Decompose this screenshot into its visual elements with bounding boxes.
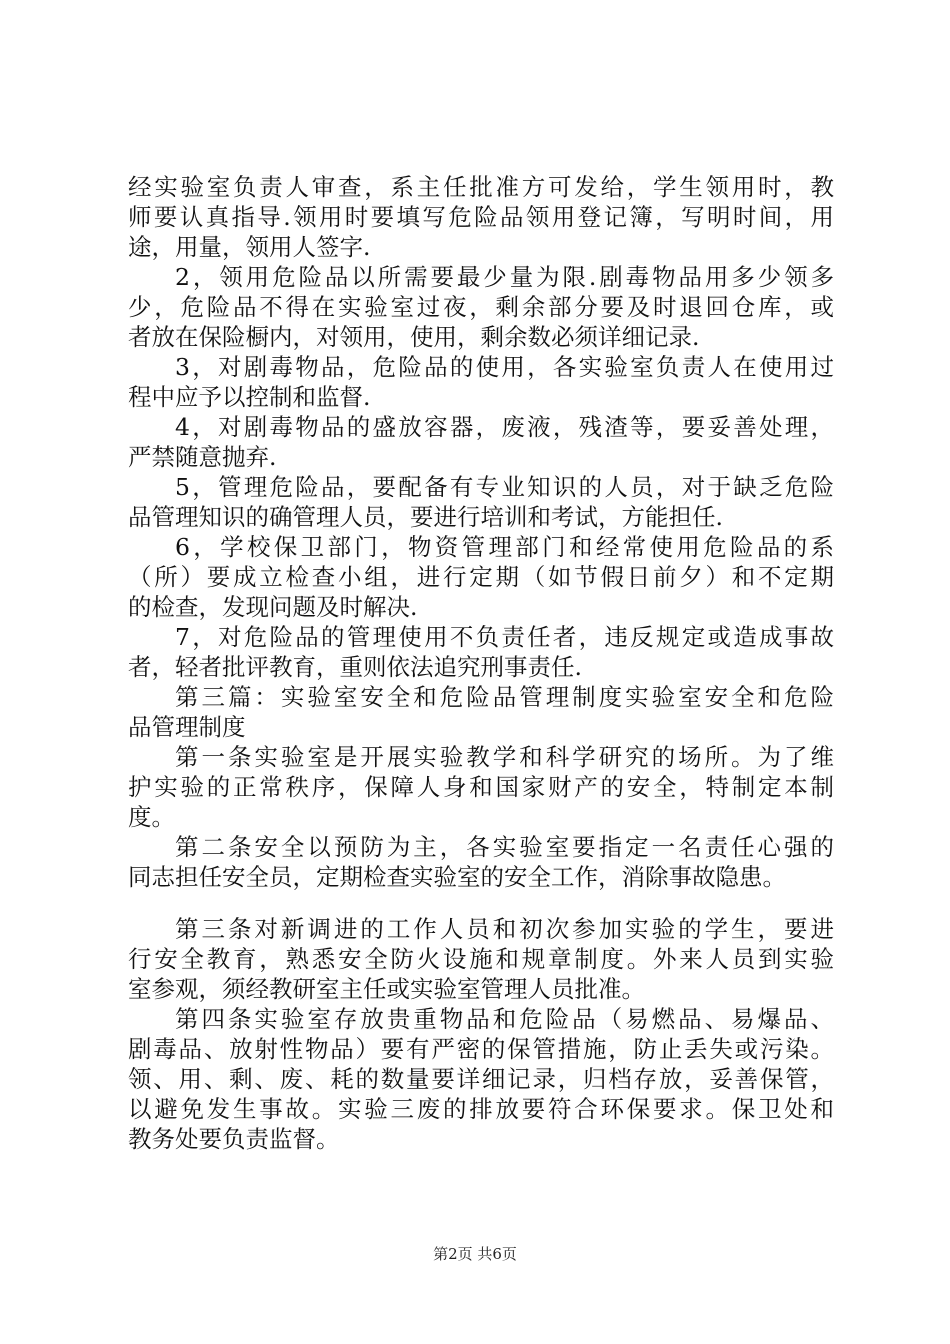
text-line: 师要认真指导.领用时要填写危险品领用登记簿，写明时间，用 [128,203,834,231]
text-line: 7，对危险品的管理使用不负责任者，违反规定或造成事故 [175,623,834,651]
text-line: 经实验室负责人审查，系主任批准方可发给，学生领用时，教 [128,173,834,201]
text-line: 剧毒品、放射性物品）要有严密的保管措施，防止丢失或污染。 [128,1035,834,1063]
text-line: 严禁随意抛弃. [128,443,277,471]
document-body [128,172,834,1154]
text-line: 品管理知识的确管理人员，要进行培训和考试，方能担任. [128,503,723,531]
text-line: 的检查，发现问题及时解决. [128,593,418,621]
text-line: 教务处要负责监督。 [128,1125,340,1153]
text-line: 品管理制度 [128,713,246,741]
paragraph-spacer [128,892,834,914]
text-line: 第一条实验室是开展实验教学和科学研究的场所。为了维 [175,743,834,771]
text-line: 4，对剧毒物品的盛放容器，废液，残渣等，要妥善处理， [175,413,834,441]
text-line: 程中应予以控制和监督. [128,383,371,411]
text-line: 6，学校保卫部门，物资管理部门和经常使用危险品的系 [175,533,834,561]
text-line: 护实验的正常秩序，保障人身和国家财产的安全，特制定本制 [128,773,834,801]
text-line: 室参观，须经教研室主任或实验室管理人员批准。 [128,975,645,1003]
text-line: 行安全教育，熟悉安全防火设施和规章制度。外来人员到实验 [128,945,834,973]
text-line: 者，轻者批评教育，重则依法追究刑事责任. [128,653,582,681]
text-line: 度。 [128,803,175,831]
text-line: 第二条安全以预防为主，各实验室要指定一名责任心强的 [175,833,834,861]
text-line: 第三条对新调进的工作人员和初次参加实验的学生，要进 [175,915,834,943]
text-line: 2，领用危险品以所需要最少量为限.剧毒物品用多少领多 [175,263,834,291]
text-line: 少，危险品不得在实验室过夜，剩余部分要及时退回仓库，或 [128,293,834,321]
text-line: 领、用、剩、废、耗的数量要详细记录，归档存放，妥善保管， [128,1065,834,1093]
text-line: 3，对剧毒物品，危险品的使用，各实验室负责人在使用过 [175,353,834,381]
text-line: 第四条实验室存放贵重物品和危险品（易燃品、易爆品、 [175,1005,834,1033]
text-line: 者放在保险橱内，对领用，使用，剩余数必须详细记录. [128,323,700,351]
text-line: 以避免发生事故。实验三废的排放要符合环保要求。保卫处和 [128,1095,834,1123]
page-footer: 第2页 共6页 [433,1245,517,1263]
text-line: 途，用量，领用人签字. [128,233,371,261]
text-line: 第三篇：实验室安全和危险品管理制度实验室安全和危险 [175,683,834,711]
text-line: 5，管理危险品，要配备有专业知识的人员，对于缺乏危险 [175,473,834,501]
text-line: 同志担任安全员，定期检查实验室的安全工作，消除事故隐患。 [128,863,786,891]
text-line: （所）要成立检查小组，进行定期（如节假日前夕）和不定期 [128,563,834,591]
